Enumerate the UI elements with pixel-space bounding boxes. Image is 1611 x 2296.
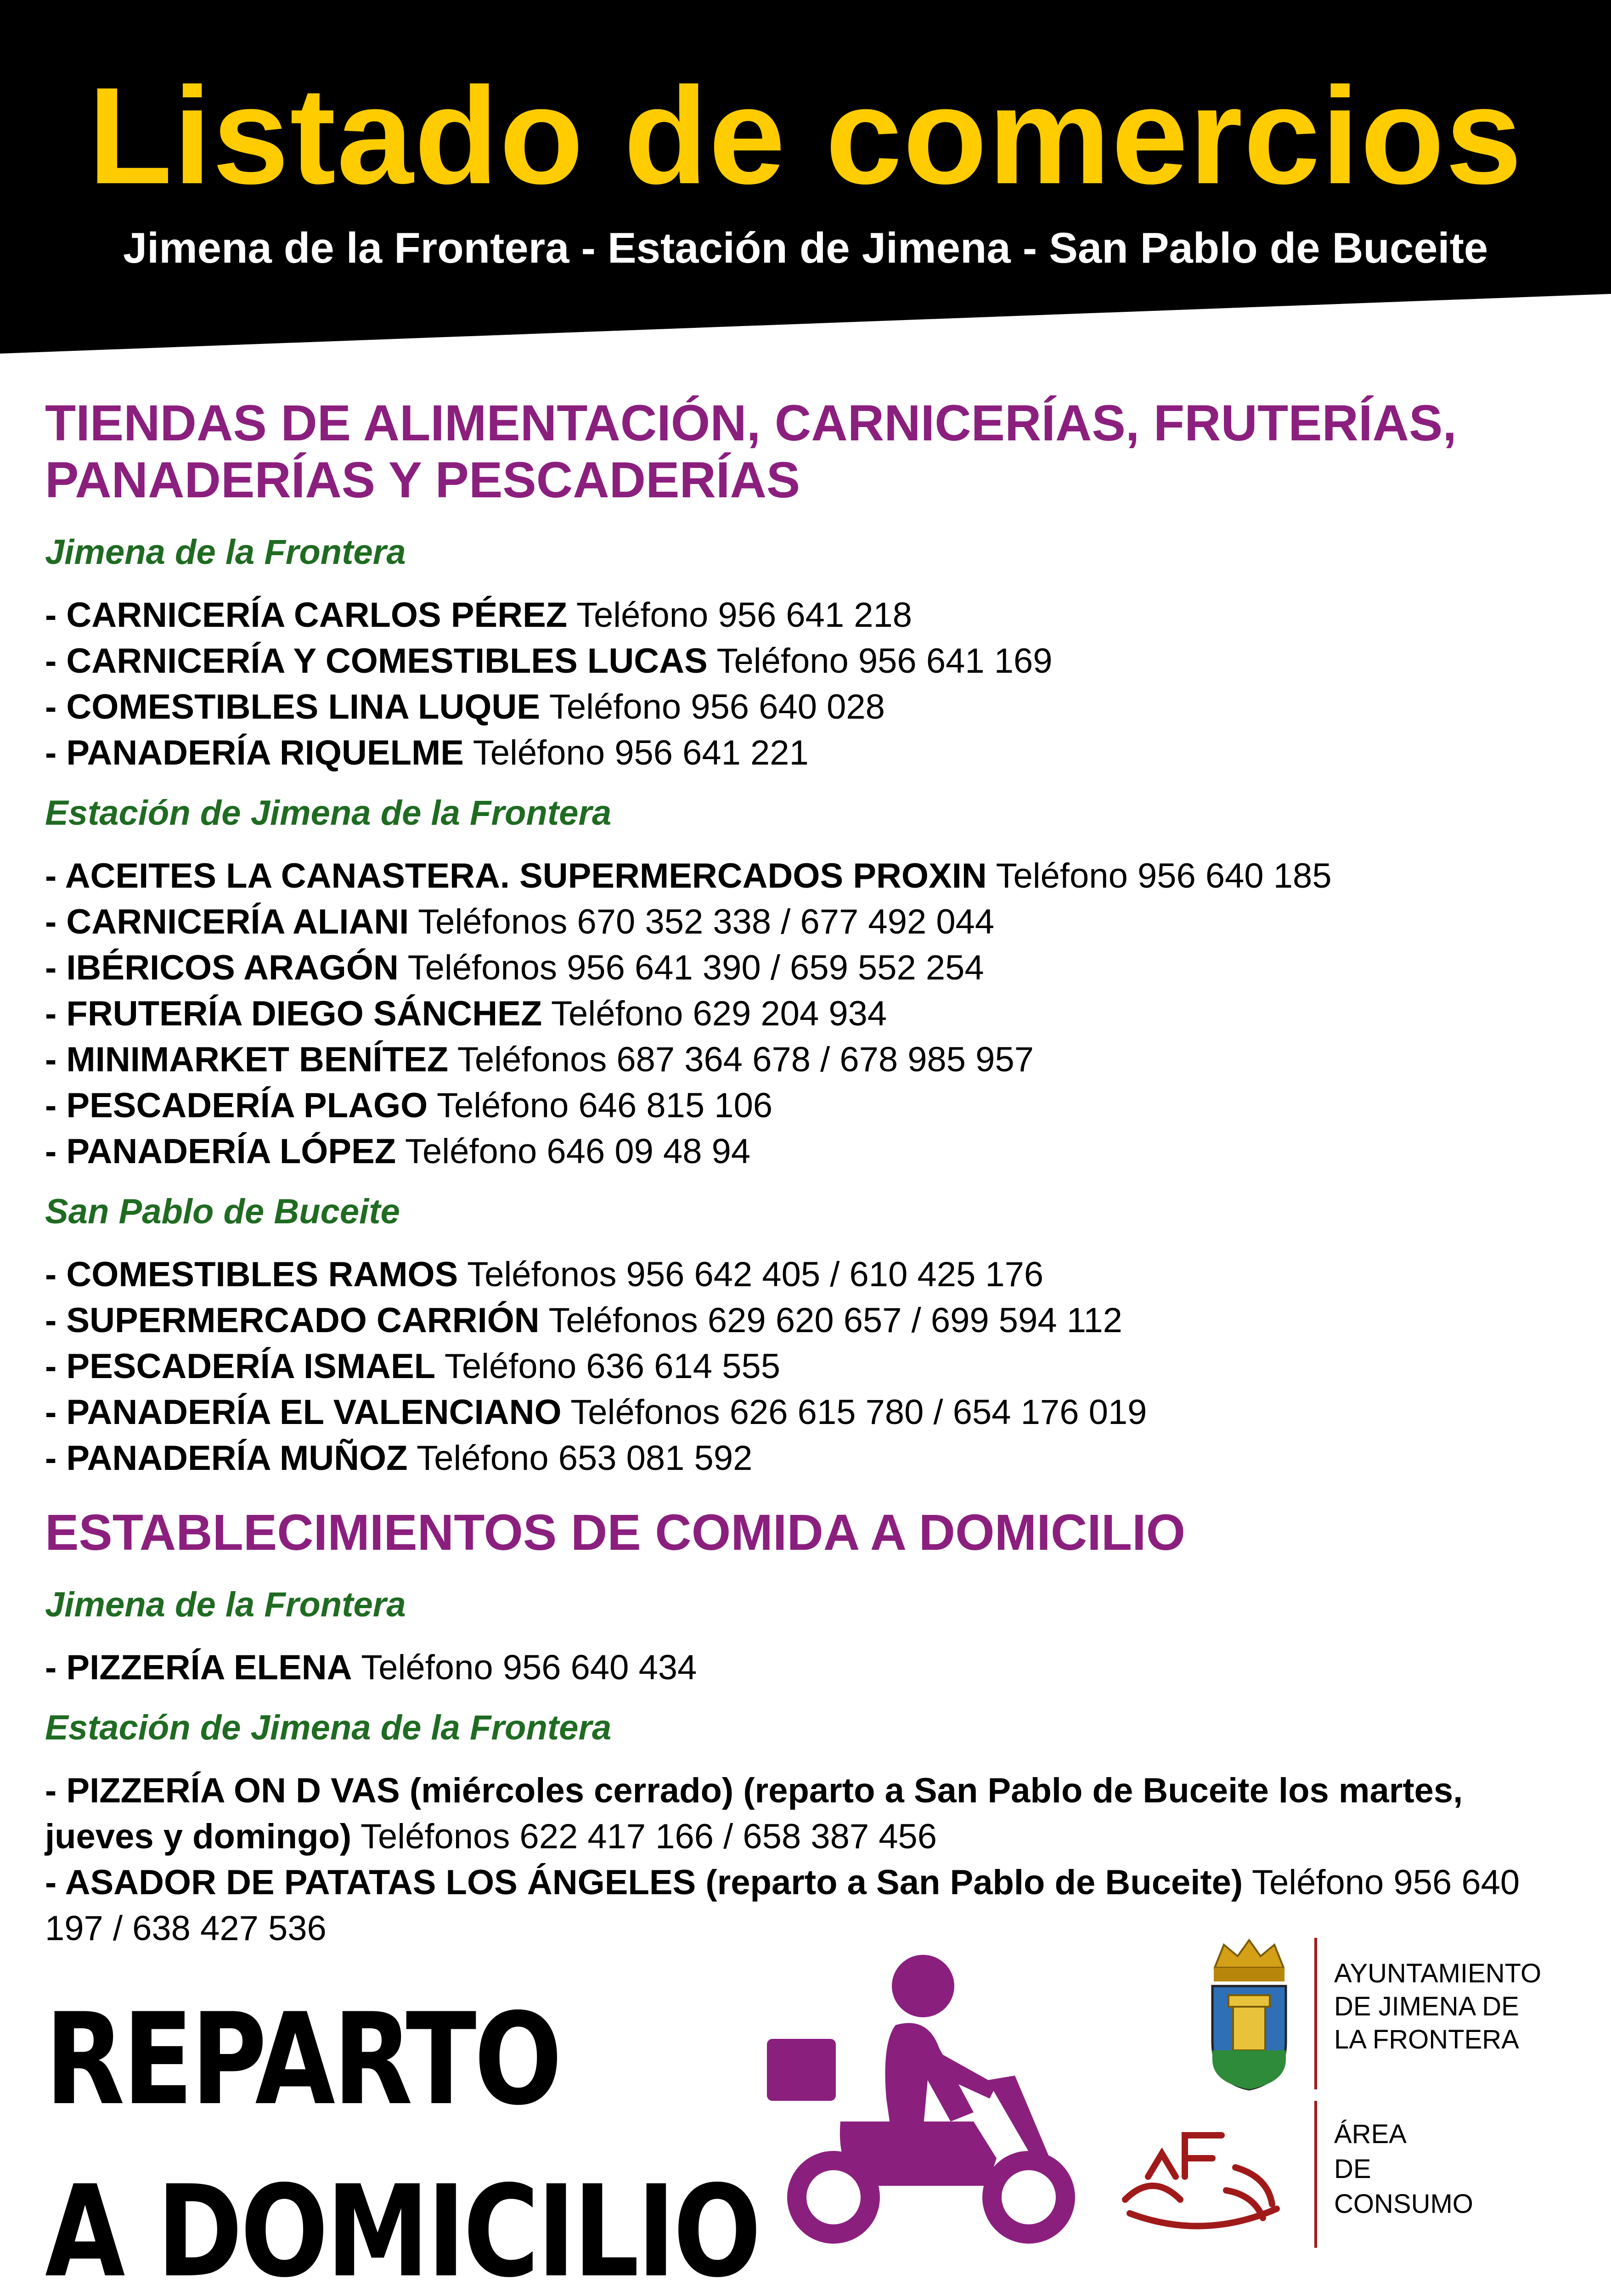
shop-list [45, 1768, 1570, 1952]
list-item: - ACEITES LA CANASTERA. SUPERMERCADOS PROXIN Teléfono 956 640 185 [45, 856, 1332, 895]
shop-list [45, 1645, 1570, 1691]
list-item: - ASADOR DE PATATAS LOS ÁNGELES (reparto a San Pablo de Buceite) Teléfono 956 640 197 / 638 427 536 [45, 1863, 1520, 1948]
divider [1314, 2101, 1317, 2248]
content [45, 395, 1570, 1968]
list-item: - PESCADERÍA ISMAEL Teléfono 636 614 555 [45, 1347, 780, 1386]
list-item: - PANADERÍA RIQUELME Teléfono 956 641 221 [45, 733, 809, 772]
delivery-moto-icon [758, 1947, 1079, 2245]
shop-list [45, 1252, 1570, 1481]
consumo-logo [1116, 2108, 1290, 2241]
page-title: Listado de comercios [88, 58, 1523, 213]
shop-list [45, 592, 1570, 776]
coat-of-arms-logo [1205, 1936, 1293, 2092]
list-item: - IBÉRICOS ARAGÓN Teléfonos 956 641 390 / 659 552 254 [45, 948, 984, 987]
section-title: TIENDAS DE ALIMENTACIÓN, CARNICERÍAS, FRUTERÍAS, PANADERÍAS Y PESCADERÍAS [45, 395, 1457, 508]
list-item: - PANADERÍA MUÑOZ Teléfono 653 081 592 [45, 1439, 753, 1478]
location-heading: Jimena de la Frontera [45, 533, 406, 572]
list-item: - CARNICERÍA CARLOS PÉREZ Teléfono 956 641 218 [45, 596, 913, 635]
list-item: - PANADERÍA EL VALENCIANO Teléfonos 626 615 780 / 654 176 019 [45, 1393, 1147, 1432]
list-item: - MINIMARKET BENÍTEZ Teléfonos 687 364 678 / 678 985 957 [45, 1040, 1034, 1079]
ayuntamiento-label: AYUNTAMIENTO DE JIMENA DE LA FRONTERA [1334, 1958, 1542, 2054]
reparto-title: REPARTO A DOMICILIO [45, 1986, 759, 2296]
list-item: - COMESTIBLES RAMOS Teléfonos 956 642 405 / 610 425 176 [45, 1255, 1044, 1294]
list-item: - CARNICERÍA ALIANI Teléfonos 670 352 338 / 677 492 044 [45, 902, 995, 941]
shop-list [45, 853, 1570, 1175]
section-title: ESTABLECIMIENTOS DE COMIDA A DOMICILIO [45, 1504, 1186, 1561]
page-subtitle: Jimena de la Frontera - Estación de Jimena - San Pablo de Buceite [123, 224, 1488, 272]
location-heading: San Pablo de Buceite [45, 1192, 400, 1231]
list-item: - PIZZERÍA ON D VAS (miércoles cerrado) (reparto a San Pablo de Buceite los martes, jueves y domingo) Teléfonos 622 417 166 / 658 387 456 [45, 1771, 1463, 1856]
divider [1314, 1938, 1317, 2089]
section-delivery [45, 1504, 1570, 1952]
location-heading: Estación de Jimena de la Frontera [45, 793, 612, 833]
list-item: - PESCADERÍA PLAGO Teléfono 646 815 106 [45, 1086, 773, 1125]
location-heading: Jimena de la Frontera [45, 1585, 406, 1624]
list-item: - SUPERMERCADO CARRIÓN Teléfonos 629 620 657 / 699 594 112 [45, 1301, 1122, 1340]
list-item: - CARNICERÍA Y COMESTIBLES LUCAS Teléfono 956 641 169 [45, 642, 1053, 681]
location-heading: Estación de Jimena de la Frontera [45, 1708, 612, 1747]
list-item: - FRUTERÍA DIEGO SÁNCHEZ Teléfono 629 204 934 [45, 994, 887, 1033]
section-food-shops [45, 395, 1570, 1481]
list-item: - PANADERÍA LÓPEZ Teléfono 646 09 48 94 [45, 1132, 751, 1171]
list-item: - COMESTIBLES LINA LUQUE Teléfono 956 640 028 [45, 687, 885, 726]
list-item: - PIZZERÍA ELENA Teléfono 956 640 434 [45, 1648, 697, 1687]
area-consumo-label: ÁREA DE CONSUMO [1334, 2119, 1473, 2219]
